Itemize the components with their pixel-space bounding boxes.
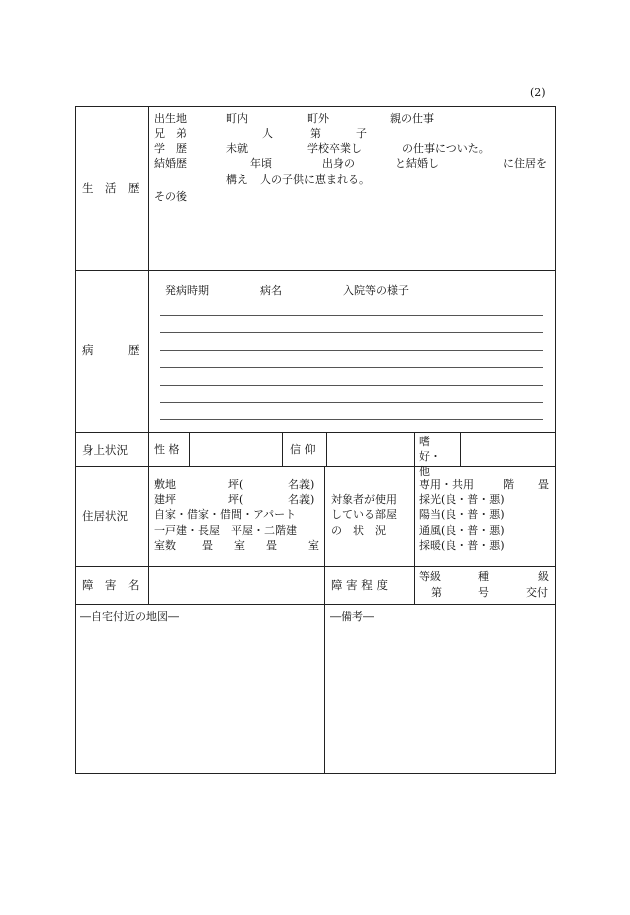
education-label: 学 歴 <box>154 142 187 155</box>
housing-divider-a <box>324 466 325 773</box>
floor-nominal: 名義) <box>288 493 315 506</box>
married-label: と結婚し <box>395 157 439 170</box>
personal-status-label: 身上状況 <box>82 443 128 457</box>
used-room-label-2: している部屋 <box>331 508 397 521</box>
birthplace-label: 出生地 <box>154 112 187 125</box>
rooms-label: 室数 <box>154 539 176 552</box>
disability-name-label: 障 害 名 <box>82 578 140 592</box>
siblings-label: 兄 弟 <box>154 127 187 140</box>
personal-divider-c <box>326 432 327 466</box>
children-label: 人の子供に恵まれる。 <box>260 173 370 186</box>
floor-label: 建坪 <box>154 493 176 506</box>
level-label: 級 <box>538 570 549 583</box>
floors-label: 階 <box>503 478 514 491</box>
residence-label: に住居を <box>503 157 547 170</box>
establish-label: 構え <box>226 173 248 186</box>
origin-label: 出身の <box>322 157 355 170</box>
disability-degree-label: 障 害 程 度 <box>331 578 388 592</box>
table-right-border <box>555 106 556 773</box>
life-history-label: 生 活 歴 <box>82 181 140 195</box>
room-label-2: 室 <box>308 539 319 552</box>
sun-label: 陽当(良・普・悪) <box>419 508 505 521</box>
wind-label: 通風(良・普・悪) <box>419 524 505 537</box>
tatami-label-1: 畳 <box>202 539 213 552</box>
medical-entry-line <box>160 402 543 403</box>
table-bottom-border <box>75 773 556 774</box>
faith-label: 信 仰 <box>290 443 316 456</box>
year-label: 年頃 <box>250 157 272 170</box>
used-room-label-1: 対象者が使用 <box>331 493 397 506</box>
personal-divider-d <box>414 432 415 466</box>
grade-label: 等級 <box>419 570 441 583</box>
medical-entry-line <box>160 350 543 351</box>
site-tsubo: 坪( <box>228 478 244 491</box>
row-divider-5 <box>75 604 556 605</box>
personal-divider-b <box>282 432 283 466</box>
mat-label: 畳 <box>538 478 549 491</box>
child-label: 子 <box>356 127 367 140</box>
housing-status-label: 住居状況 <box>82 509 128 523</box>
used-room-label-3: の 状 況 <box>331 524 386 537</box>
people-label: 人 <box>262 127 273 140</box>
site-nominal: 名義) <box>288 478 315 491</box>
order-label: 第 <box>310 127 321 140</box>
job-label: の仕事についた。 <box>402 142 490 155</box>
use-label: 専用・共用 <box>419 478 474 491</box>
issued-label: 交付 <box>526 586 548 599</box>
personal-divider-e <box>460 432 461 466</box>
floor-tsubo: 坪( <box>228 493 244 506</box>
hobby-label: 嗜好・他 <box>419 435 441 478</box>
hospital-header: 入院等の様子 <box>343 284 409 297</box>
site-label: 敷地 <box>154 478 176 491</box>
disease-header: 病名 <box>260 284 282 297</box>
map-section-label: ―自宅付近の地図― <box>80 610 179 623</box>
no-label: 第 <box>431 586 442 599</box>
number-label: 号 <box>478 586 489 599</box>
medical-entry-line <box>160 419 543 420</box>
parent-job-label: 親の仕事 <box>390 112 434 125</box>
marriage-label: 結婚歴 <box>154 157 187 170</box>
medical-history-label: 病 歴 <box>82 343 140 357</box>
personality-label: 性 格 <box>154 443 180 456</box>
label-column-divider <box>148 106 149 604</box>
out-town-label: 町外 <box>307 112 329 125</box>
table-left-border <box>75 106 76 773</box>
not-attended-label: 未就 <box>226 142 248 155</box>
remarks-section-label: ―備考― <box>330 610 374 623</box>
in-town-label: 町内 <box>226 112 248 125</box>
heat-label: 採暖(良・普・悪) <box>419 539 505 552</box>
house-types-2: 一戸建・長屋 平屋・二階建 <box>154 524 297 537</box>
house-types-1: 自家・借家・借間・アパート <box>154 508 297 521</box>
room-label-1: 室 <box>234 539 245 552</box>
tatami-label-2: 畳 <box>266 539 277 552</box>
after-label: その後 <box>154 190 187 203</box>
graduated-label: 学校卒業し <box>307 142 362 155</box>
medical-entry-line <box>160 385 543 386</box>
medical-entry-line <box>160 367 543 368</box>
medical-entry-line <box>160 332 543 333</box>
personal-divider-a <box>189 432 190 466</box>
onset-header: 発病時期 <box>165 284 209 297</box>
light-label: 採光(良・普・悪) <box>419 493 505 506</box>
housing-divider-b <box>414 466 415 604</box>
kind-label: 種 <box>478 570 489 583</box>
medical-entry-line <box>160 315 543 316</box>
page-number: (2) <box>530 86 546 99</box>
